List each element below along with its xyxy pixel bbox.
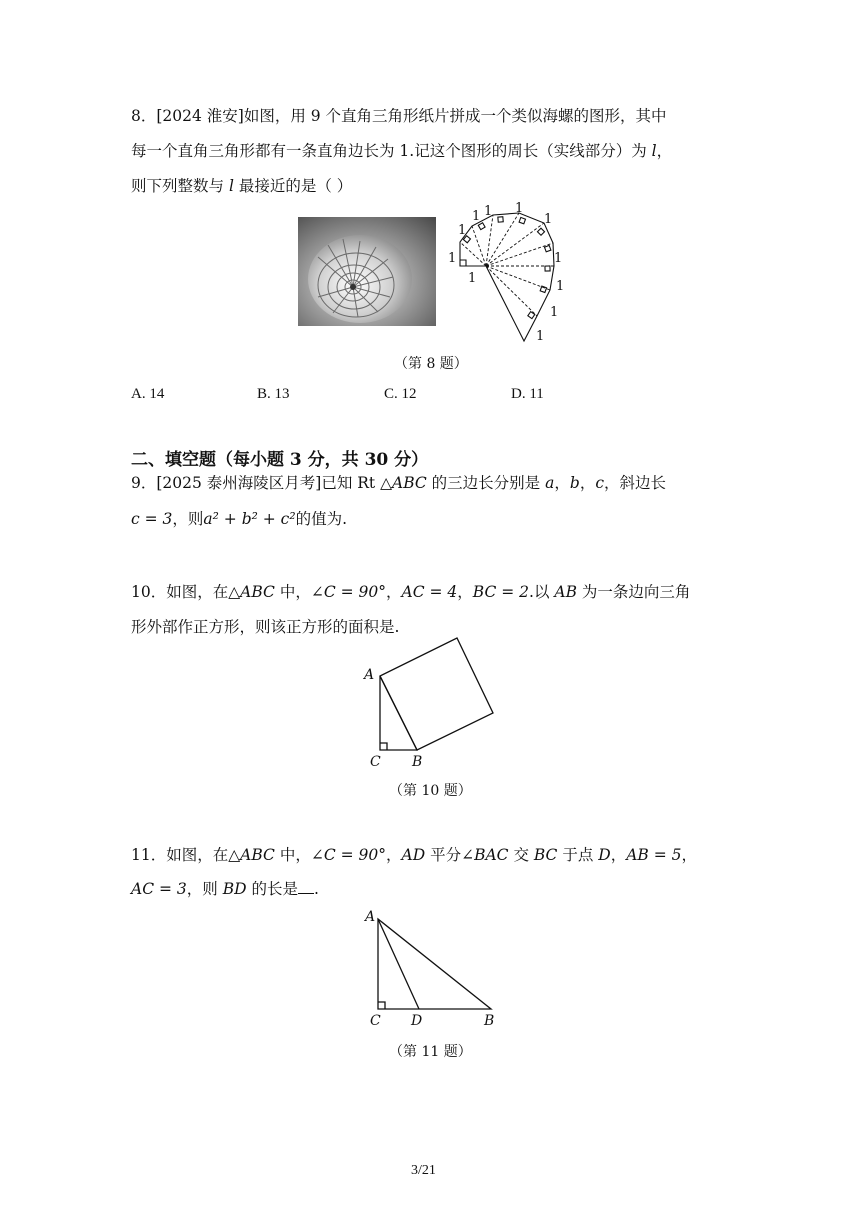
q8-option-b[interactable]: B. 13 <box>257 386 290 402</box>
q11-tri: ABC <box>240 846 275 864</box>
section-2-heading: 二、填空题（每小题 3 分，共 30 分） <box>131 450 429 470</box>
q9-sep-2: ， <box>579 474 596 492</box>
q9-var-c: c <box>595 474 605 492</box>
q9-text-2: 的三边长分别是 <box>426 474 546 492</box>
q11-text-3: ， <box>386 846 402 864</box>
edge-label-10: 1 <box>550 305 559 320</box>
q11-label-d: D <box>411 1013 423 1029</box>
q10-angle: ∠C = 90° <box>310 583 386 601</box>
q11-text-1: 11．如图，在△ <box>131 846 241 864</box>
q8-caption: （第 8 题） <box>394 356 468 372</box>
q10-caption: （第 10 题） <box>389 783 472 799</box>
q9-text-1: 9．[2025 泰州海陵区月考]已知 Rt <box>131 474 381 492</box>
q8-line2-text: 每一个直角三角形都有一条直角边长为 1.记这个图形的周长（实线部分）为 <box>131 142 652 160</box>
q11-figure <box>360 905 505 1030</box>
q11-bd: BD <box>222 880 247 898</box>
q11-angle: ∠C = 90° <box>310 846 386 864</box>
q8-line2-end: ， <box>656 142 673 160</box>
edge-label-4: 1 <box>472 209 481 224</box>
q11-answer-blank[interactable] <box>298 879 314 894</box>
q11-text-2: 中， <box>274 846 311 864</box>
nautilus-image <box>298 217 436 326</box>
q10-bc: BC = 2 <box>472 583 530 601</box>
q9-text-4: ，则 <box>172 510 204 528</box>
q8-line3 <box>131 172 352 200</box>
edge-label-11: 1 <box>536 329 545 344</box>
nautilus-photo <box>298 217 436 326</box>
page-number: 3/21 <box>411 1163 436 1178</box>
edge-label-3: 1 <box>458 223 467 238</box>
q8-option-a[interactable]: A. 14 <box>131 386 165 402</box>
q8-line1: 8．[2024 淮安]如图，用 9 个直角三角形纸片拼成一个类似海螺的图形，其中 <box>131 107 667 125</box>
q11-figure-svg <box>360 905 505 1030</box>
q9-var-b: b <box>569 474 580 492</box>
edge-label-9: 1 <box>556 279 565 294</box>
q9-line2 <box>131 505 347 533</box>
q11-text-7: ， <box>610 846 627 864</box>
spiral-svg <box>440 200 580 350</box>
q8-option-d[interactable]: D. 11 <box>511 386 544 402</box>
edge-label-7: 1 <box>544 212 553 227</box>
q9-expression: a² + b² + c² <box>203 510 296 528</box>
q8-var-l-2: l <box>228 177 234 195</box>
q11-text-8: ， <box>681 846 698 864</box>
q11-line1 <box>131 841 697 869</box>
q9-line1 <box>131 469 666 497</box>
q11-ac: AC = 3 <box>131 880 187 898</box>
q11-bc: BC <box>533 846 558 864</box>
q8-line2 <box>131 137 672 165</box>
q10-text-5: .以 <box>529 583 555 601</box>
q11-caption: （第 11 题） <box>389 1044 472 1060</box>
q8-line3-end: 最接近的是（ ） <box>233 177 353 195</box>
q10-ab: AB <box>554 583 577 601</box>
q10-text-6: 为一条边向三角 <box>577 583 691 601</box>
q9-c-eq: c = 3 <box>131 510 173 528</box>
q10-label-b: B <box>412 754 423 770</box>
q11-label-a: A <box>365 909 376 925</box>
edge-label-6: 1 <box>515 201 524 216</box>
q11-text-11: . <box>313 880 319 898</box>
edge-label-2: 1 <box>468 271 477 286</box>
q10-figure <box>360 628 505 776</box>
q11-text-10: 的长是 <box>246 880 298 898</box>
q10-line1 <box>131 578 690 606</box>
q10-figure-svg <box>360 628 505 776</box>
q8-var-l: l <box>651 142 657 160</box>
q9-text-5: 的值为. <box>295 510 348 528</box>
q10-line2: 形外部作正方形，则该正方形的面积是. <box>131 618 400 636</box>
q10-text-3: ， <box>386 583 402 601</box>
q11-text-5: 交 <box>508 846 534 864</box>
q11-text-6: 于点 <box>557 846 599 864</box>
q11-label-c: C <box>370 1013 381 1029</box>
q10-text-2: 中， <box>274 583 311 601</box>
q10-label-c: C <box>370 754 381 770</box>
edge-label-8: 1 <box>554 251 563 266</box>
q9-sep-1: ， <box>554 474 570 492</box>
edge-label-5: 1 <box>484 204 493 219</box>
q11-text-9: ，则 <box>186 880 223 898</box>
q8-option-c[interactable]: C. 12 <box>384 386 417 402</box>
q9-var-a: a <box>545 474 555 492</box>
q11-bac: ∠BAC <box>461 846 509 864</box>
q10-ac: AC = 4 <box>401 583 458 601</box>
q8-line3-text: 则下列整数与 <box>131 177 229 195</box>
q11-d: D <box>598 846 611 864</box>
q11-ad: AD <box>401 846 426 864</box>
spiral-diagram <box>440 200 580 350</box>
q10-tri: ABC <box>240 583 275 601</box>
q10-text-1: 10．如图，在△ <box>131 583 241 601</box>
q10-label-a: A <box>364 667 375 683</box>
q9-text-3: ，斜边长 <box>604 474 667 492</box>
q11-line2 <box>131 875 319 903</box>
edge-label-1: 1 <box>448 251 457 266</box>
q11-label-b: B <box>484 1013 495 1029</box>
q9-triangle: △ABC <box>380 474 427 492</box>
q10-text-4: ， <box>457 583 473 601</box>
q11-text-4: 平分 <box>425 846 462 864</box>
q11-ab: AB = 5 <box>626 846 682 864</box>
